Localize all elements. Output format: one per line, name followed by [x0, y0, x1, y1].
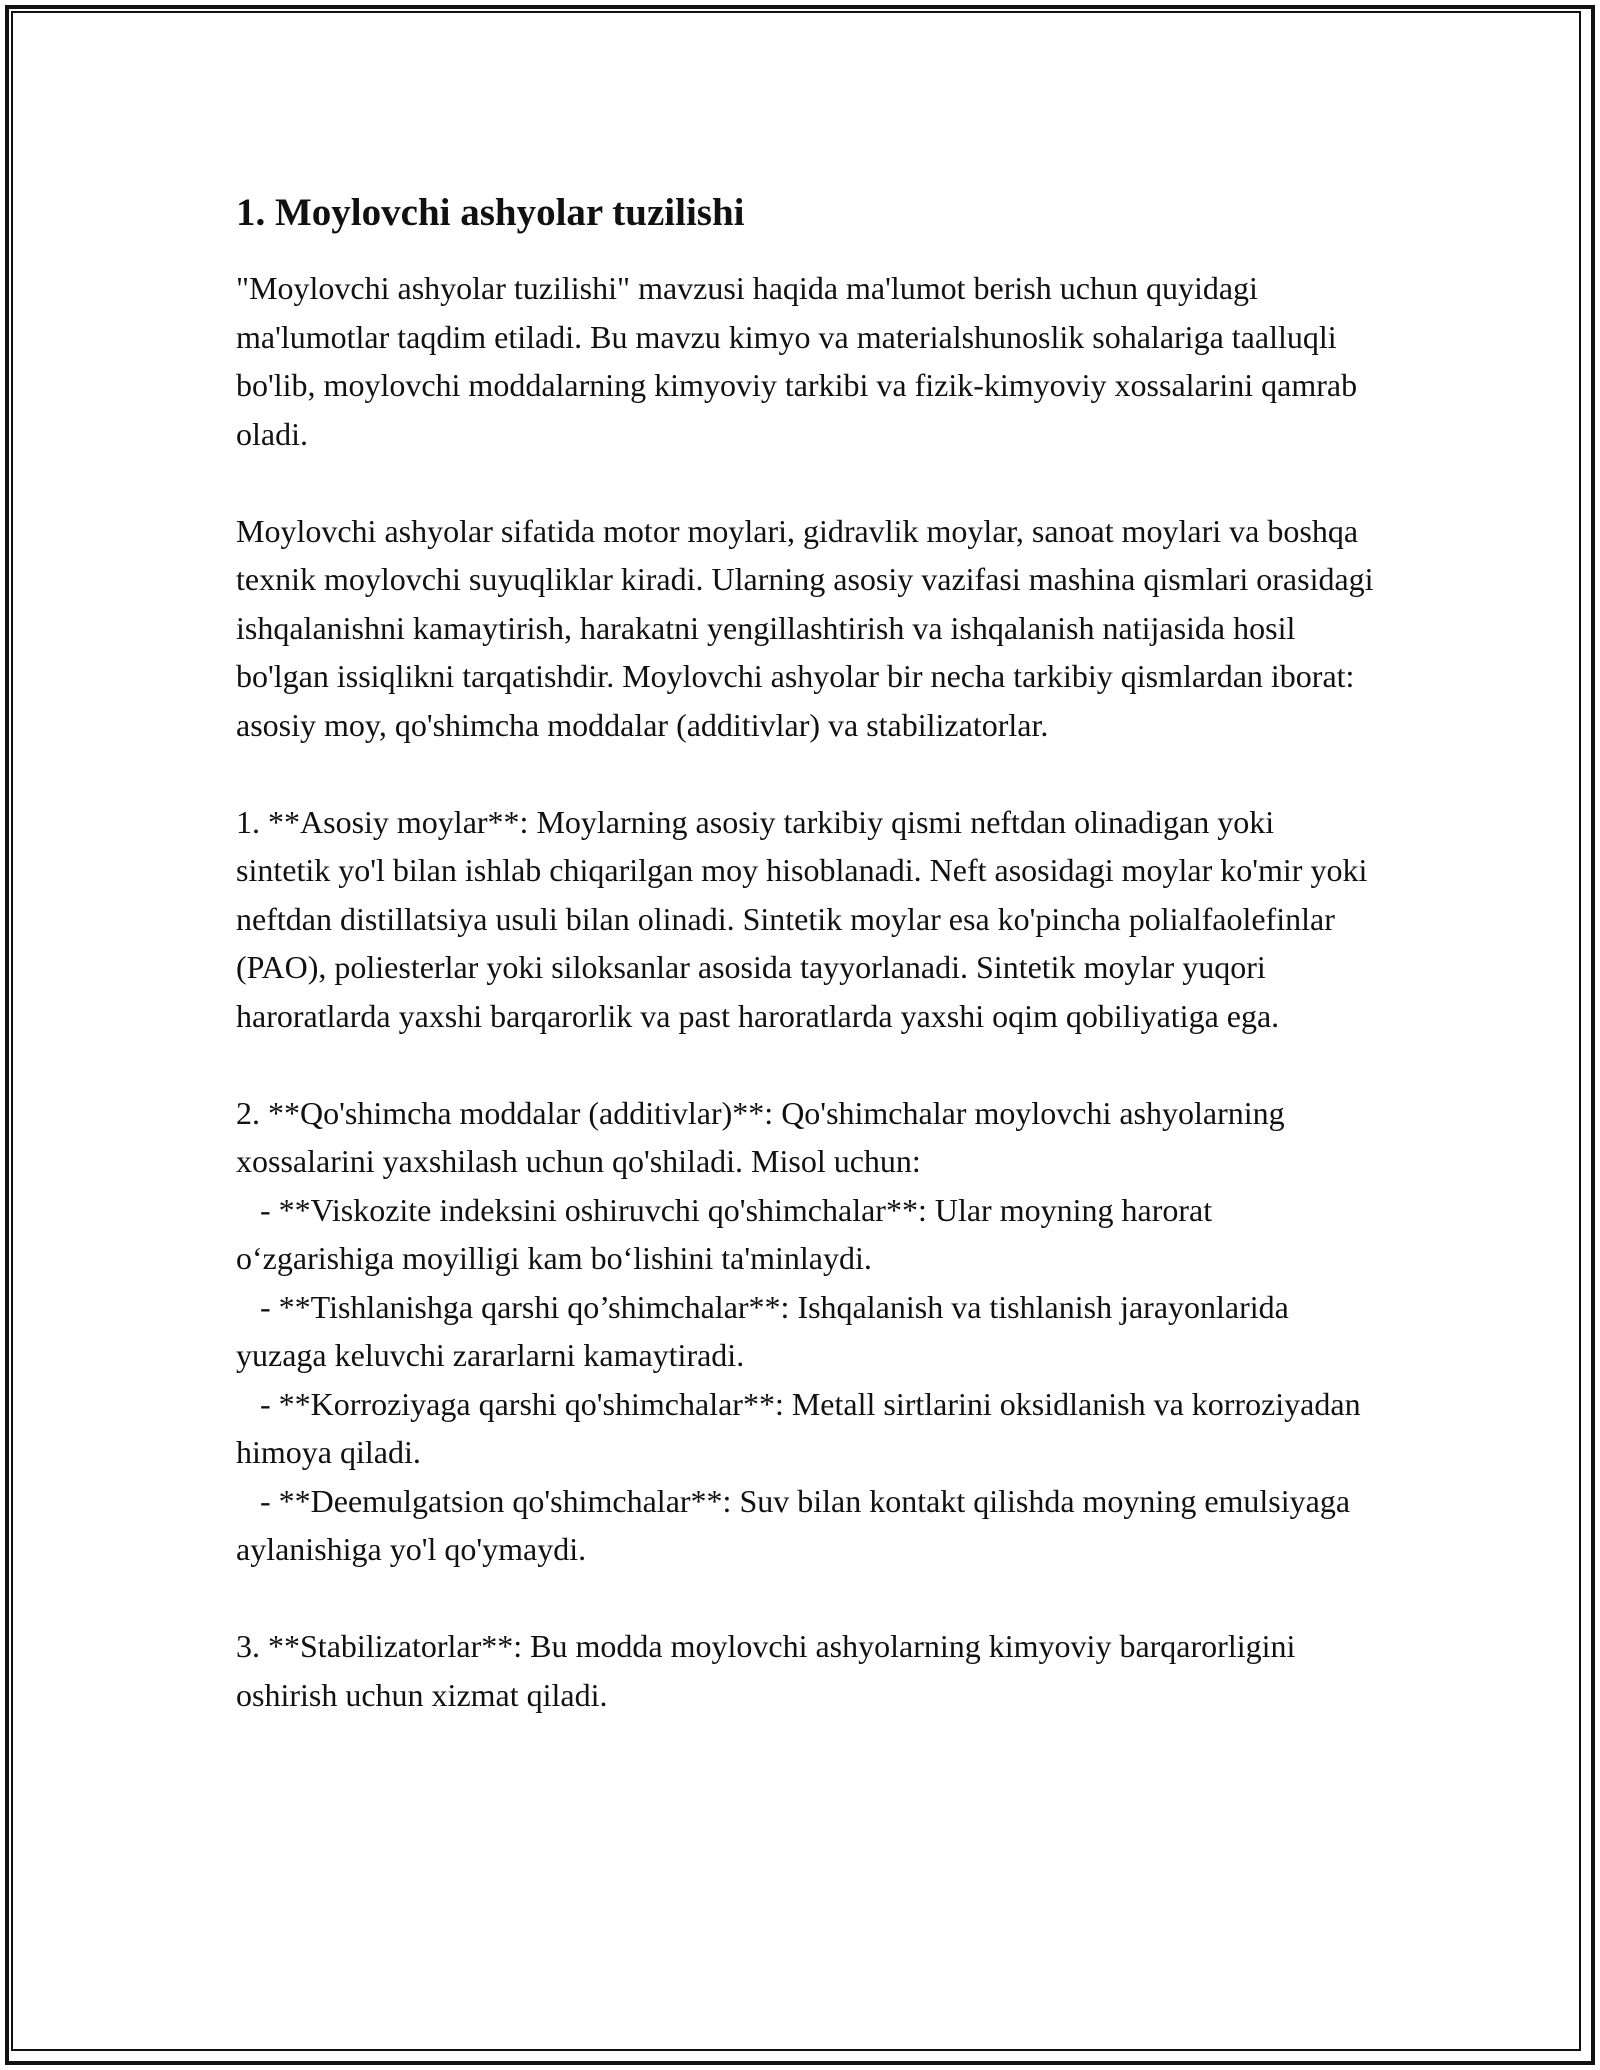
lubricant-overview-paragraph: Moylovchi ashyolar sifatida motor moylari, gidravlik moylar, sanoat moylari va boshqa texnik moylovchi suyuqliklar kiradi. Ularning asosiy vazifasi mashina qismlari orasidagi ishqalanishni kamaytirish, harakatni yengillashtirish va ishqalanish natijasida hosil bo'lgan issiqlikni tarqatishdir. Moylovchi ashyolar bir necha tarkibiy qismlardan iborat: asosiy moy, qo'shimcha moddalar (additivlar) va stabilizatorlar.: [236, 512, 1382, 743]
additive-item-viscosity: [236, 1186, 1376, 1283]
document-body: [236, 184, 1382, 1768]
additive-item-demulsifier-text: - **Deemulgatsion qo'shimchalar**: Suv bilan kontakt qilishda moyning emulsiyaga aylanishiga yo'l qo'ymaydi.: [236, 1482, 1359, 1567]
base-oils-paragraph: 1. **Asosiy moylar**: Moylarning asosiy tarkibiy qismi neftdan olinadigan yoki sintetik yo'l bilan ishlab chiqarilgan moy hisoblanadi. Neft asosidagi moylar ko'mir yoki neftdan distillatsiya usuli bilan olinadi. Sintetik moylar esa ko'pincha polialfaolefinlar (PAO), poliesterlar yoki siloksanlar asosida tayyorlanadi. Sintetik moylar yuqori haroratlarda yaxshi barqarorlik va past haroratlarda yaxshi oqim qobiliyatiga ega.: [236, 803, 1376, 1034]
additive-item-demulsifier: [236, 1477, 1376, 1574]
stabilizers-paragraph: 3. **Stabilizatorlar**: Bu modda moylovchi ashyolarning kimyoviy barqarorligini oshirish uchun xizmat qiladi.: [236, 1628, 1304, 1713]
additive-item-anti-corrosion-text: - **Korroziyaga qarshi qo'shimchalar**: Metall sirtlarini oksidlanish va korroziyadan himoya qiladi.: [236, 1385, 1369, 1470]
additive-item-anti-corrosion: [236, 1380, 1376, 1477]
intro-paragraph: "Moylovchi ashyolar tuzilishi" mavzusi haqida ma'lumot berish uchun quyidagi ma'lumotlar taqdim etiladi. Bu mavzu kimyo va materialshunoslik sohalariga taalluqli bo'lib, moylovchi moddalarning kimyoviy tarkibi va fizik-kimyoviy xossalarini qamrab oladi.: [236, 270, 1366, 452]
additives-intro: 2. **Qo'shimcha moddalar (additivlar)**: Qo'shimchalar moylovchi ashyolarning xossalarini yaxshilash uchun qo'shiladi. Misol uchun:: [236, 1094, 1293, 1179]
additive-item-viscosity-text: - **Viskozite indeksini oshiruvchi qo'shimchalar**: Ular moyning harorat o‘zgarishiga moyilligi kam bo‘lishini ta'minlaydi.: [236, 1191, 1221, 1276]
additive-item-anti-wear: [236, 1283, 1376, 1380]
document-title: 1. Moylovchi ashyolar tuzilishi: [236, 191, 745, 234]
additive-item-anti-wear-text: - **Tishlanishga qarshi qo’shimchalar**: Ishqalanish va tishlanish jarayonlarida yuzaga keluvchi zararlarni kamaytiradi.: [236, 1288, 1297, 1373]
